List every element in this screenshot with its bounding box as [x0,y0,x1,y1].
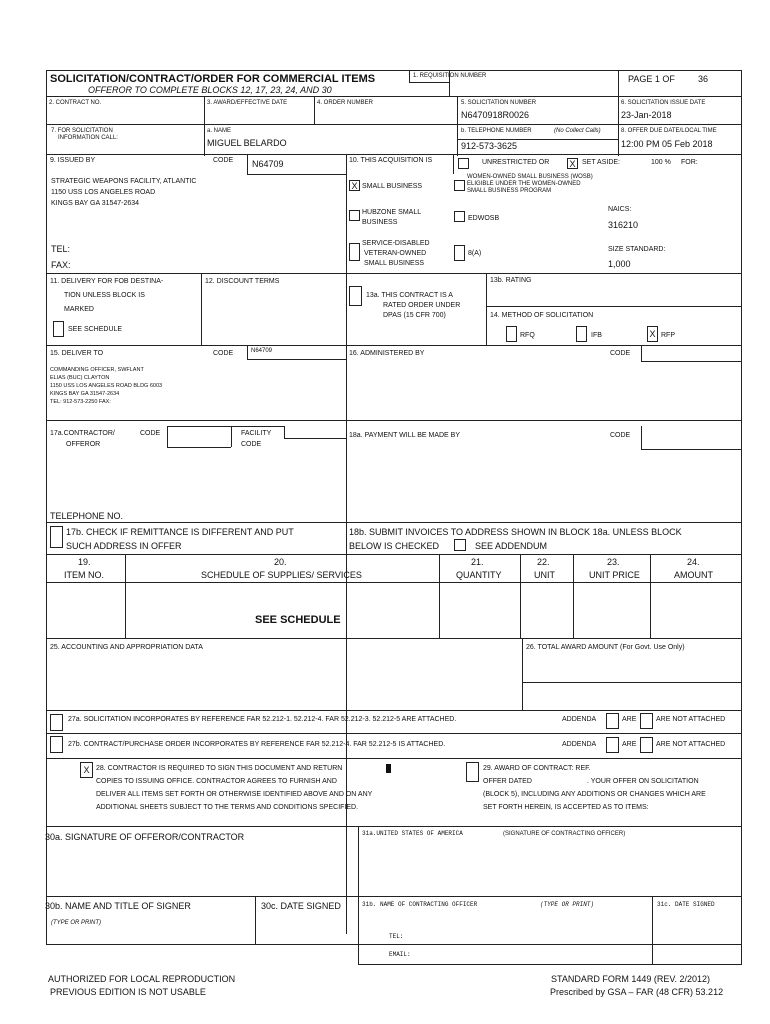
sdvosb-checkbox[interactable] [349,243,360,261]
solicitation-number-label: 5. SOLICITATION NUMBER [461,100,537,106]
27b-not-checkbox[interactable] [640,737,653,753]
rated-order-checkbox[interactable] [349,286,362,306]
hubzone-label: HUBZONE SMALL [362,209,422,216]
footer-authorized: AUTHORIZED FOR LOCAL REPRODUCTION [48,974,236,984]
footer-prescribed: Prescribed by GSA – FAR (48 CFR) 53.212 [550,987,724,997]
deliver-to-address-line: 1150 USS LOS ANGELES ROAD BLDG 6003 [50,383,163,389]
contract-no-label: 2. CONTRACT NO. [49,100,102,106]
facility-code-label: CODE [241,441,262,448]
sdvosb-label: SMALL BUSINESS [364,260,425,267]
remittance-label: SUCH ADDRESS IN OFFER [66,541,182,551]
frame-left [46,70,47,944]
27b-are-checkbox[interactable] [606,737,619,753]
rfp-checkbox[interactable]: X [647,326,658,342]
hubzone-label: BUSINESS [362,219,398,226]
block11-label: 11. DELIVERY FOR FOB DESTINA- [50,278,164,285]
footer-previous: PREVIOUS EDITION IS NOT USABLE [50,987,206,997]
col-schedule-header: SCHEDULE OF SUPPLIES/ SERVICES [201,570,362,580]
deliver-to-address-line: KINGS BAY GA 31547-2634 [50,391,120,397]
set-aside-label: SET ASIDE: [582,159,620,166]
co-name-label: 31b. NAME OF CONTRACTING OFFICER [362,901,478,908]
co-date-label: 31c. DATE SIGNED [657,901,715,908]
award-date-label: 3. AWARD/EFFECTIVE DATE [207,100,288,106]
frame-right [741,70,742,944]
28-text: ADDITIONAL SHEETS SUBJECT TO THE TERMS AND CONDITIONS SPECIFIED. [96,804,359,811]
col-amount-number: 24. [687,557,700,567]
contractor-telephone-label: TELEPHONE NO. [50,511,124,521]
rating-label: 13b. RATING [490,277,532,284]
ifb-label: IFB [591,332,602,339]
29-text: OFFER DATED [483,778,532,785]
small-business-checkbox[interactable]: X [349,180,360,191]
issued-by-tel: TEL: [51,244,71,254]
phone-label: b. TELEPHONE NUMBER [461,128,532,134]
accounting-label: 25. ACCOUNTING AND APPROPRIATION DATA [50,644,203,651]
unrestricted-checkbox[interactable] [458,158,469,169]
block11-label: TION UNLESS BLOCK IS [64,292,145,299]
frame-top [46,70,742,71]
co-tel: TEL: [389,933,404,940]
col-quantity-header: QUANTITY [456,570,502,580]
sdvosb-label: SERVICE-DISABLED [362,240,430,247]
28-checkbox[interactable]: X [80,762,93,778]
signature-offeror-label: 30a. SIGNATURE OF OFFEROR/CONTRACTOR [45,832,245,842]
solicitation-number-value: N6470918R0026 [461,110,530,120]
29-text: 29. AWARD OF CONTRACT: REF. [483,765,591,772]
block11-label: MARKED [64,306,94,313]
name-label: a. NAME [207,128,232,134]
issued-by-address-line: 1150 USS LOS ANGELES ROAD [51,189,156,196]
see-schedule-label: SEE SCHEDULE [68,326,123,333]
29-checkbox[interactable] [466,762,479,782]
col-price-number: 23. [607,557,620,567]
set-aside-percent: 100 % [651,159,671,166]
co-signature-note: (SIGNATURE OF CONTRACTING OFFICER) [503,831,626,837]
contractor-label: 17a.CONTRACTOR/ [50,430,115,437]
facility-code-label: FACILITY [241,430,272,437]
invoice-label: BELOW IS CHECKED [349,541,440,551]
naics-label: NAICS: [608,206,632,213]
footer-standard-form: STANDARD FORM 1449 (REV. 2/2012) [551,974,711,984]
total-award-label: 26. TOTAL AWARD AMOUNT (For Govt. Use Only) [526,644,685,651]
deliver-to-address-line: COMMANDING OFFICER, SWFLANT [50,367,144,373]
page-total: 36 [698,74,709,84]
for-solicitation-label: 7. FOR SOLICITATION [51,128,113,134]
see-addendum-checkbox[interactable] [454,539,466,551]
29-text: (BLOCK 5), INCLUDING ANY ADDITIONS OR CHANGES WHICH ARE [483,791,706,798]
signer-name-label: 30b. NAME AND TITLE OF SIGNER [45,901,191,911]
remittance-checkbox[interactable] [50,526,63,548]
rfq-label: RFQ [520,332,535,339]
ifb-checkbox[interactable] [576,326,587,342]
eight-a-label: 8(A) [468,250,482,257]
contact-name-value: MIGUEL BELARDO [207,138,287,148]
order-number-label: 4. ORDER NUMBER [317,100,374,106]
27a-are: ARE [622,716,637,723]
issued-by-address-line: KINGS BAY GA 31547-2634 [51,200,140,207]
co-email: EMAIL: [389,951,411,958]
28-text: DELIVER ALL ITEMS SET FORTH OR OTHERWISE IDENTIFIED ABOVE AND ON ANY [96,791,373,798]
set-aside-for: FOR: [681,159,698,166]
contractor-code-label: CODE [140,430,161,437]
administered-code-label: CODE [610,350,631,357]
wosb-label: WOMEN-OWNED SMALL BUSINESS (WOSB) [467,174,593,180]
discount-terms-label: 12. DISCOUNT TERMS [205,278,280,285]
29-text: SET FORTH HEREIN, IS ACCEPTED AS TO ITEMS: [483,804,649,811]
size-standard-value: 1,000 [608,259,631,269]
rated-order-label: RATED ORDER UNDER [383,302,461,309]
col-amount-header: AMOUNT [674,570,713,580]
col-item-header: ITEM NO. [64,570,104,580]
size-standard-label: SIZE STANDARD: [608,246,666,253]
27b-label: 27b. CONTRACT/PURCHASE ORDER INCORPORATES BY REFERENCE FAR 52.212-4. FAR 52.212-5 IS ATTACHED. [68,741,446,748]
page-label: PAGE 1 OF [628,74,675,84]
col-price-header: UNIT PRICE [589,570,640,580]
wosb-label: ELIGIBLE UNDER THE WOMEN-OWNED [467,181,581,187]
deliver-to-address-line: TEL: 912-573-2250 FAX: [50,399,111,405]
acquisition-label: 10. THIS ACQUISITION IS [349,157,433,164]
see-addendum-label: SEE ADDENDUM [475,541,548,551]
offeror-date-label: 30c. DATE SIGNED [261,901,341,911]
deliver-to-address-line: ELIAS (BUC) CLAYTON [50,375,110,381]
28-text: COPIES TO ISSUING OFFICE. CONTRACTOR AGREES TO FURNISH AND [96,778,337,785]
rated-order-label: DPAS (15 CFR 700) [383,312,446,319]
issue-date-value: 23-Jan-2018 [621,110,672,120]
issued-by-code-label: CODE [213,157,234,164]
offer-due-label: 8. OFFER DUE DATE/LOCAL TIME [621,128,717,134]
rfq-checkbox[interactable] [506,326,517,342]
27a-checkbox[interactable] [50,714,63,731]
see-schedule-text: SEE SCHEDULE [255,614,341,626]
invoice-label: 18b. SUBMIT INVOICES TO ADDRESS SHOWN IN BLOCK 18a. UNLESS BLOCK [349,527,682,537]
sdvosb-label: VETERAN-OWNED [364,250,427,257]
27a-are-checkbox[interactable] [606,713,619,729]
27a-addenda: ADDENDA [562,716,597,723]
27a-not: ARE NOT ATTACHED [656,716,726,723]
29-text: . YOUR OFFER ON SOLICITATION [587,778,699,785]
payment-code-label: CODE [610,432,631,439]
method-label: 14. METHOD OF SOLICITATION [490,312,594,319]
27b-not: ARE NOT ATTACHED [656,741,726,748]
form-title: SOLICITATION/CONTRACT/ORDER FOR COMMERCIAL ITEMS [50,73,376,85]
remittance-label: 17b. CHECK IF REMITTANCE IS DIFFERENT AND PUT [66,527,294,537]
naics-value: 316210 [608,220,639,230]
payment-label: 18a. PAYMENT WILL BE MADE BY [349,432,460,439]
27a-label: 27a. SOLICITATION INCORPORATES BY REFERENCE FAR 52.212-1. 52.212-4. FAR 52.212-3. 52.212-5 ARE ATTACHED. [68,716,457,723]
col-quantity-number: 21. [471,557,484,567]
28-filled-marker [386,764,391,773]
administered-by-label: 16. ADMINISTERED BY [349,350,425,357]
issued-by-fax: FAX: [51,260,71,270]
deliver-to-code-value: N64709 [251,348,273,354]
set-aside-checkbox[interactable]: X [567,158,578,169]
deliver-to-code-label: CODE [213,350,234,357]
col-unit-number: 22. [537,557,550,567]
small-business-label: SMALL BUSINESS [362,183,423,190]
27b-addenda: ADDENDA [562,741,597,748]
offer-due-value: 12:00 PM 05 Feb 2018 [621,139,713,149]
info-call-label: INFORMATION CALL: [58,135,118,141]
wosb-checkbox[interactable] [454,180,465,191]
col-item-number: 19. [78,557,91,567]
phone-value: 912-573-3625 [461,141,518,151]
hubzone-checkbox[interactable] [349,210,360,221]
edwosb-checkbox[interactable] [454,211,465,222]
issued-by-address-line: STRATEGIC WEAPONS FACILITY, ATLANTIC [51,178,197,185]
phone-note: (No Collect Calls) [554,128,601,134]
rated-order-label: 13a. THIS CONTRACT IS A [366,292,453,299]
see-schedule-checkbox[interactable] [53,321,64,337]
rfp-label: RFP [661,332,675,339]
issue-date-label: 6. SOLICITATION ISSUE DATE [621,100,706,106]
col-unit-header: UNIT [534,570,555,580]
27b-checkbox[interactable] [50,736,63,753]
issued-by-label: 9. ISSUED BY [50,157,96,164]
28-text: 28. CONTRACTOR IS REQUIRED TO SIGN THIS DOCUMENT AND RETURN [96,765,343,772]
co-name-note: (TYPE OR PRINT) [540,901,595,908]
signer-note: (TYPE OR PRINT) [51,920,102,926]
wosb-label: SMALL BUSINESS PROGRAM [467,188,552,194]
unrestricted-label: UNRESTRICTED OR [482,159,550,166]
27a-not-checkbox[interactable] [640,713,653,729]
deliver-to-label: 15. DELIVER TO [50,350,104,357]
col-schedule-number: 20. [274,557,287,567]
sf1449-form [45,70,742,997]
contractor-label: OFFEROR [66,441,101,448]
eight-a-checkbox[interactable] [454,245,465,261]
requisition-label: 1. REQUISITION NUMBER [413,73,487,79]
issued-by-code-value: N64709 [252,159,284,169]
edwosb-label: EDWOSB [468,215,500,222]
27b-are: ARE [622,741,637,748]
form-subtitle: OFFEROR TO COMPLETE BLOCKS 12, 17, 23, 24, AND 30 [88,85,332,95]
usa-label: 31a.UNITED STATES OF AMERICA [362,830,463,837]
